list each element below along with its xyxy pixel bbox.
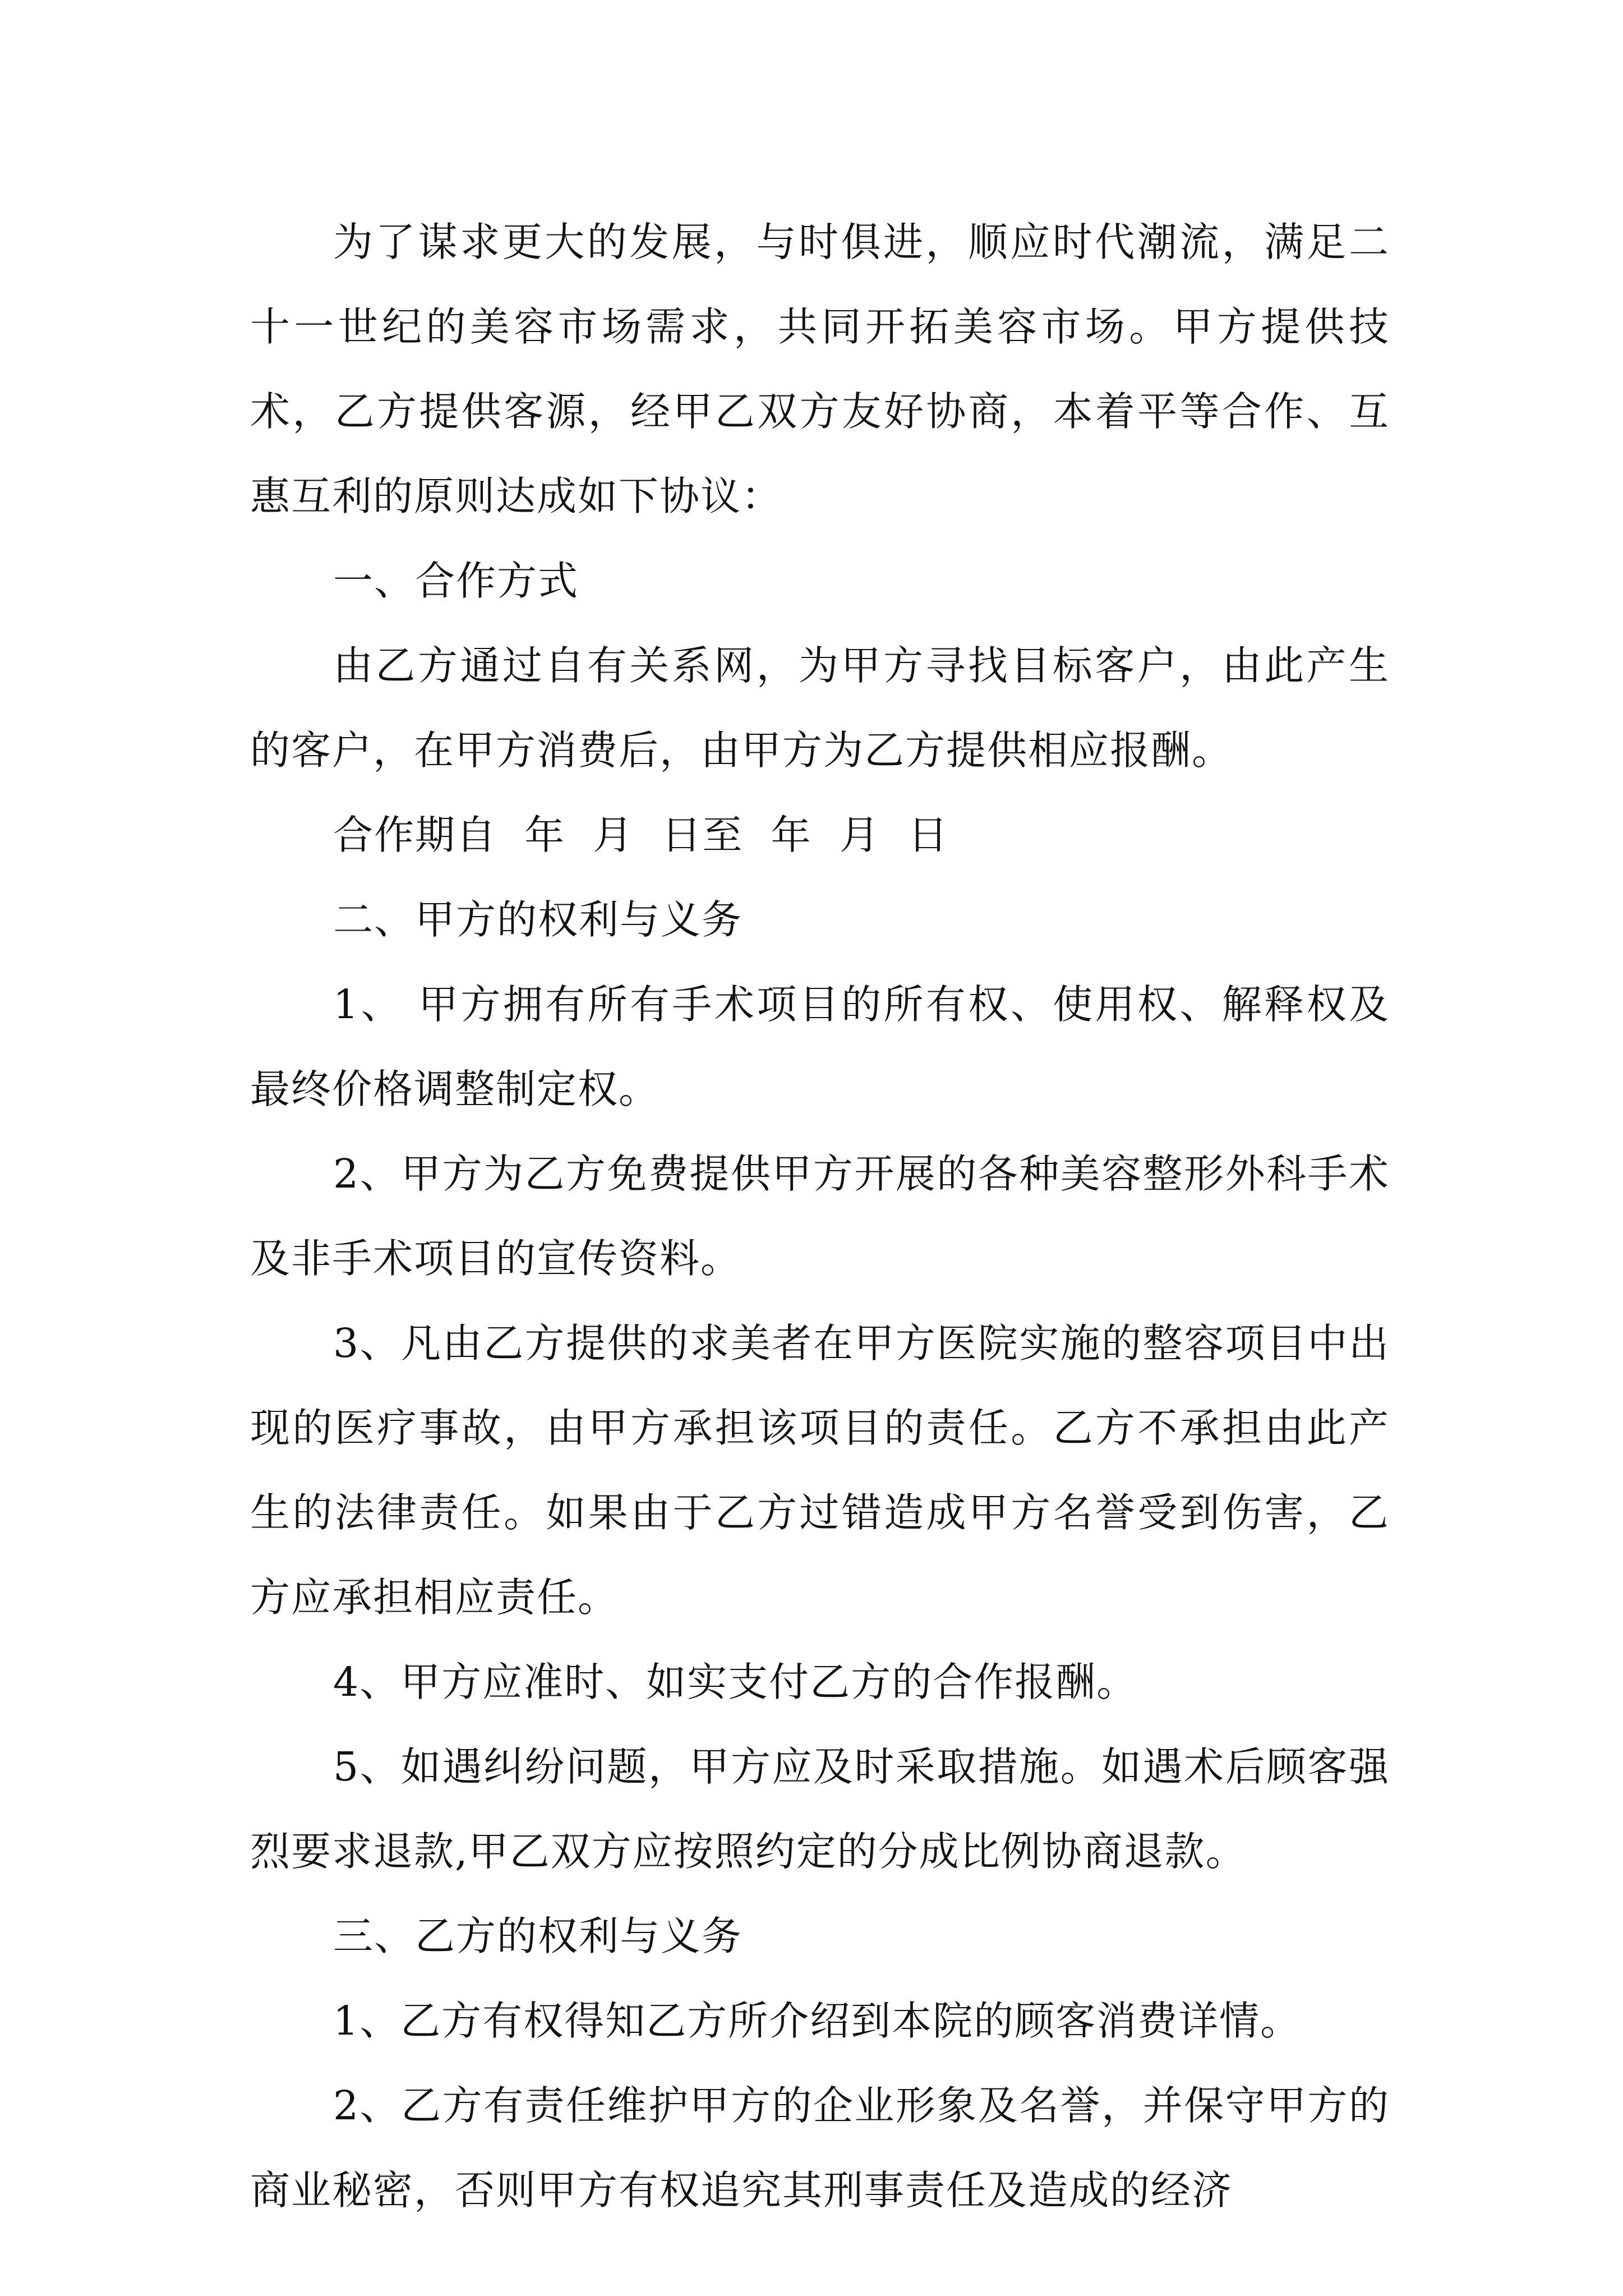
clause-a-4: 4、甲方应准时、如实支付乙方的合作报酬。 — [333, 1659, 1138, 1705]
clause-b-2: 2、乙方有责任维护甲方的企业形象及名誉，并保守甲方的商业秘密，否则甲方有权追究其刑事责任及造成的经济 — [250, 2082, 1390, 2214]
section-heading-party-a-rights: 二、甲方的权利与义务 — [333, 896, 743, 943]
paragraph-preamble: 为了谋求更大的发展，与时俱进，顺应时代潮流，满足二十一世纪的美容市场需求，共同开拓美容市场。甲方提供技术，乙方提供客源，经甲乙双方友好协商，本着平等合作、互惠互利的原则达成如下协议： — [250, 219, 1390, 519]
section-heading-cooperation-method: 一、合作方式 — [333, 558, 579, 604]
clause-a-3: 3、凡由乙方提供的求美者在甲方医院实施的整容项目中出现的医疗事故，由甲方承担该项目的责任。乙方不承担由此产生的法律责任。如果由于乙方过错造成甲方名誉受到伤害，乙方应承担相应责任。 — [250, 1320, 1390, 1621]
clause-a-2: 2、甲方为乙方免费提供甲方开展的各种美容整形外科手术及非手术项目的宣传资料。 — [250, 1151, 1390, 1282]
clause-a-5: 5、如遇纠纷问题，甲方应及时采取措施。如遇术后顾客强烈要求退款,甲乙双方应按照约定的分成比例协商退款。 — [250, 1743, 1390, 1875]
section-heading-party-b-rights: 三、乙方的权利与义务 — [333, 1913, 743, 1959]
clause-b-1: 1、乙方有权得知乙方所介绍到本院的顾客消费详情。 — [333, 1998, 1302, 2044]
paragraph-cooperation-method: 由乙方通过自有关系网，为甲方寻找目标客户，由此产生的客户，在甲方消费后，由甲方为乙方提供相应报酬。 — [250, 642, 1390, 774]
paragraph-cooperation-period: 合作期自 年 月 日至 年 月 日 — [333, 812, 949, 858]
document-body — [250, 200, 1390, 2233]
clause-a-1: 1、 甲方拥有所有手术项目的所有权、使用权、解释权及最终价格调整制定权。 — [250, 981, 1390, 1112]
